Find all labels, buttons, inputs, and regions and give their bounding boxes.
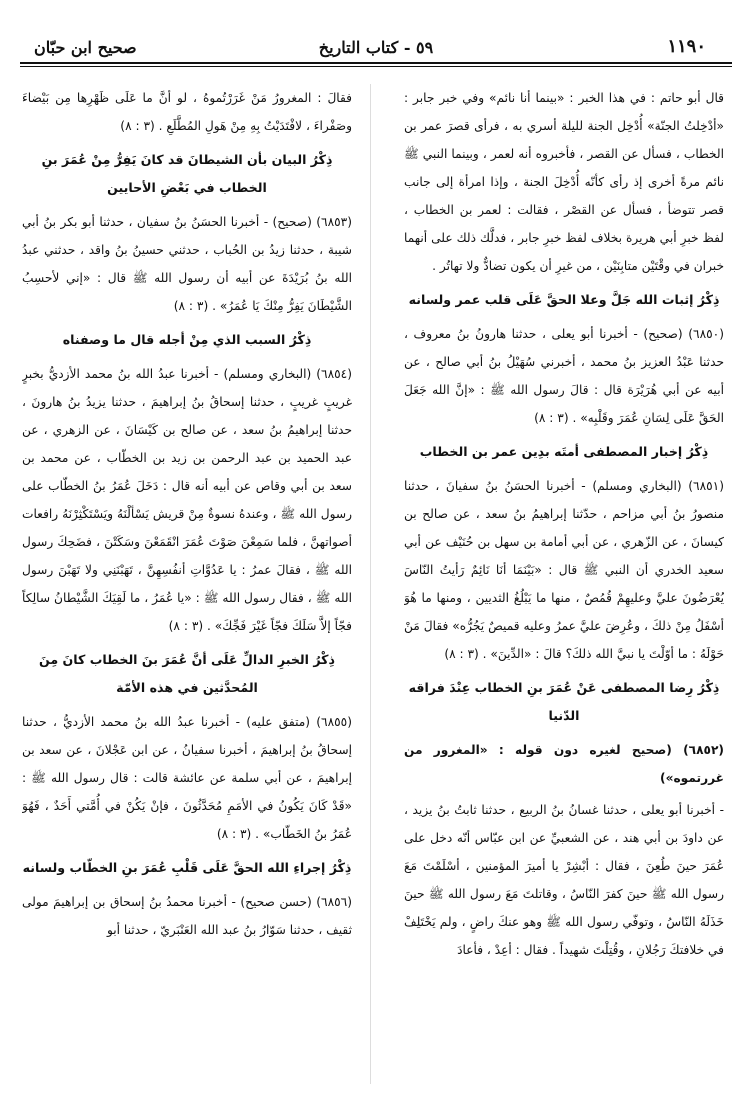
right-column (404, 84, 724, 1094)
paragraph: فقالَ : المغرورُ مَنْ غَرَرْتُموهُ ، لو أنَّ ما عَلَى ظَهْرِها مِن بَيْضاءَ وصَفْراءَ ، لافْتَدَيْتُ بِهِ مِنْ هَولِ المُطَّلَعِ . (٣ : ٨) (22, 91, 352, 133)
page-number: ١١٩٠ (667, 36, 706, 57)
book-title: صحيح ابن حبّان (34, 38, 137, 57)
hadith-paragraph: (٦٨٥٦) (حسن صحيح) - أخبرنا محمدُ بنُ إسحاق بن إبراهيمَ مولى ثقيف ، حدثنا سَوّارُ بنُ عبد الله العَنْبَريّ ، حدثنا أبو (22, 895, 352, 937)
chapter-title: ٥٩ - كتاب التاريخ (318, 38, 434, 57)
hadith-paragraph: (٦٨٥٥) (متفق عليه) - أخبرنا عبدُ الله بنُ محمد الأزديُّ ، حدثنا إسحاقُ بنُ إبراهيمَ ، أخبرنا سفيانُ ، عن ابن عَجْلانَ ، عن سعد بن إبراهيمَ ، عن أبي سلمة عن عائشة قالت : قال رسول الله ﷺ : «قَدْ كَانَ يَكُونُ في الأمَمِ مُحَدَّثُونَ ، فإنْ يَكُنْ في أُمَّتي أَحَدٌ ، فَهُوَ عُمَرُ بنُ الخَطّاب» . (٣ : ٨) (22, 715, 352, 841)
section-heading: ذِكْرُ السبب الذي مِنْ أجله قال ما وصفناه (62, 332, 312, 347)
hadith-paragraph: (٦٨٥٤) (البخاري ومسلم) - أخبرنا عبدُ الله بنُ محمد الأزديُّ بخبرٍ غريبٍ غريبٍ ، حدثنا إسحاقُ بنُ إبراهيمَ ، حدثنا يزيدُ بنُ هارونَ ، حدثنا إبراهيمُ بنُ سعد ، عن صالح بن كَيْسَانَ ، عن الزهري ، عن عبد الحميد بن عبد الرحمن بن زيد بن الخطّاب ، عن محمد بن سعد بن أبي وقاص عن أبيه أنه قال : دَخَلَ عُمَرُ بنُ الخطّاب على رسول الله ﷺ ، وعندهُ نسوةٌ مِنْ قريش يَسْألْنَهُ ويَسْتَكْثِرْنَهُ رافعات أصواتهنَّ ، فلما سَمِعْنَ صَوْتَ عُمَرَ انْقَمَعْنَ وسَكَتْنَ ، فضَحِكَ رسول الله ﷺ ، فقالَ عمرُ : يا عَدُوَّاتِ أنفُسِهِنَّ ، تَهَبْنَنِي ولا تَهَبْنَ رسول الله ﷺ ، فقال رسول الله ﷺ : «يا عُمَرُ ، ما لَقِيَكَ الشَّيْطانُ سالِكاً فجّاً إلاَّ سَلَكَ فجّاً غَيْرَ فَجِّكَ» . (٣ : ٨) (22, 367, 352, 633)
hadith-paragraph: (٦٨٥٠) (صحيح) - أخبرنا أبو يعلى ، حدثنا هارونُ بنُ معروف ، حدثنا عَبْدُ العزيز بنُ محمد ، أخبرني سُهَيْلُ بنُ أبي صالح ، عن أبيه عن أبي هُرَيْرَة قال : قالَ رسول الله ﷺ : «إنَّ الله جَعَلَ الحَقَّ عَلَى لِسَانِ عُمَرَ وقَلْبِه» . (٣ : ٨) (404, 327, 724, 425)
header-rule (20, 62, 732, 64)
section-heading: ذِكْرُ إثبات الله جَلَّ وعلا الحقَّ عَلَى قلب عمر ولسانه (408, 292, 720, 307)
left-column (22, 84, 352, 1094)
page-header (20, 28, 732, 62)
section-heading: ذِكْرُ الخبرِ الدالِّ عَلَى أنَّ عُمَرَ بنَ الخطاب كانَ مِنَ المُحدَّثين في هذه الأمّة (39, 652, 335, 695)
section-heading: ذِكْرُ إجراءِ الله الحقَّ عَلَى قَلْبِ عُمَرَ بنِ الخطّاب ولسانه (22, 860, 352, 875)
grading-note: (٦٨٥٢) (صحيح لغيره دون قوله : «المغرور من غررتموه») (404, 743, 724, 785)
paragraph: قال أبو حاتم : في هذا الخبر : «بينما أنا نائم» وفي خبر جابر : «أدْخِلتُ الجنّة» أُدْخِل الجنة لليلة أسري به ، فرأى قصرَ عمر بن الخطاب ، فسأل عن القصر ، فأخبروه أنه لعمر ، وبينما النبي ﷺ نائم مرةً أخرى إذ رأى كأنّه أُدْخِلَ الجنة ، وإذا امرأة إلى جانب قصر تتوضأ ، فسأل عن القصْر ، فقالت : لعمر بن الخطاب ، لفظ خبرِ أبي هريرة بخلاف لفظ خبرِ جابر ، فدلَّك ذلك على أنهما خبران في وقْتَيْن متابِنَيْن ، من غيرِ أن يكون تضادٌّ ولا تهاتُر . (404, 91, 724, 273)
section-heading: ذِكْرُ البيان بأن الشيطانَ قد كانَ يَفِرُّ مِنْ عُمَرَ بنِ الخطاب في بَعْضِ الأحايين (41, 152, 333, 195)
section-heading: ذِكْرُ رِضا المصطفى عَنْ عُمَرَ بنِ الخطاب عِنْدَ فراقه الدّنيا (408, 680, 720, 723)
header-rule-thin (20, 66, 732, 67)
column-divider (370, 84, 371, 1084)
hadith-paragraph: (٦٨٥٣) (صحيح) - أخبرنا الحسَنُ بنُ سفيان ، حدثنا أبو بكر بنُ أبي شيبة ، حدثنا زيدُ بن الحُباب ، حدثني حسينُ بنُ واقد ، حدثني عبدُ الله بنُ بُرَيْدَةَ عن أبيه أن رسول الله ﷺ قال : «إني لأحسِبُ الشَّيْطَانَ يَفِرُّ مِنْكَ يَا عُمَرُ» . (٣ : ٨) (22, 215, 352, 313)
section-heading: ذِكْرُ إخبار المصطفى أمتَه بدِين عمر بن الخطاب (419, 444, 709, 459)
hadith-paragraph: - أخبرنا أبو يعلى ، حدثنا غسانُ بنُ الربيع ، حدثنا ثابتُ بنُ يزيد ، عن داودَ بن أبي هند ، عن الشعبيِّ عن ابن عبّاس أنّه دخل على عُمَرَ حينَ طُعِنَ ، فقال : أبْشِرْ يا أميرَ المؤمنين ، أسْلَمْتَ مَعَ رسول الله ﷺ حينَ كفرَ النّاسُ ، وقاتلتَ مَعَ رسول الله ﷺ حينَ خَذَلَهُ النّاسُ ، وتوفّي رسول الله ﷺ وهو عنكَ راضٍ ، ولم يَخْتَلِفْ في خلافتكَ رَجُلانِ ، وقُتِلْتَ شهيداً . فقال : أعِدْ ، فأعادَ (404, 803, 724, 957)
hadith-paragraph: (٦٨٥١) (البخاري ومسلم) - أخبرنا الحسَنُ بنُ سفيانَ ، حدثنا منصورُ بنُ أبي مزاحم ، حدّثنا إبراهيمُ بنُ سعد ، عن صالح بن كيسانَ ، عن الزّهري ، عن أبي أمامة بن سهل بن حُنَيْف عن أبي سعيد الخدري أن النبي ﷺ قال : «بَيْنَمَا أنَا نَائِمٌ رَأيتُ النّاسَ يُعْرَضُونَ عليَّ وعليهِمْ قُمُصٌ ، منها ما يَبْلُغُ الثديين ، ومنها ما هُوَ أسْفَلُ مِنْ ذلكَ ، وعُرِضَ عليَّ عمرُ وعليه قميصٌ يَجُرُّه» فقالَ مَنْ حَوْلَهُ : ما أوّلْتَ يا نبيَّ الله ذلكَ؟ قالَ : «الدِّينَ» . (٣ : ٨) (404, 479, 724, 661)
